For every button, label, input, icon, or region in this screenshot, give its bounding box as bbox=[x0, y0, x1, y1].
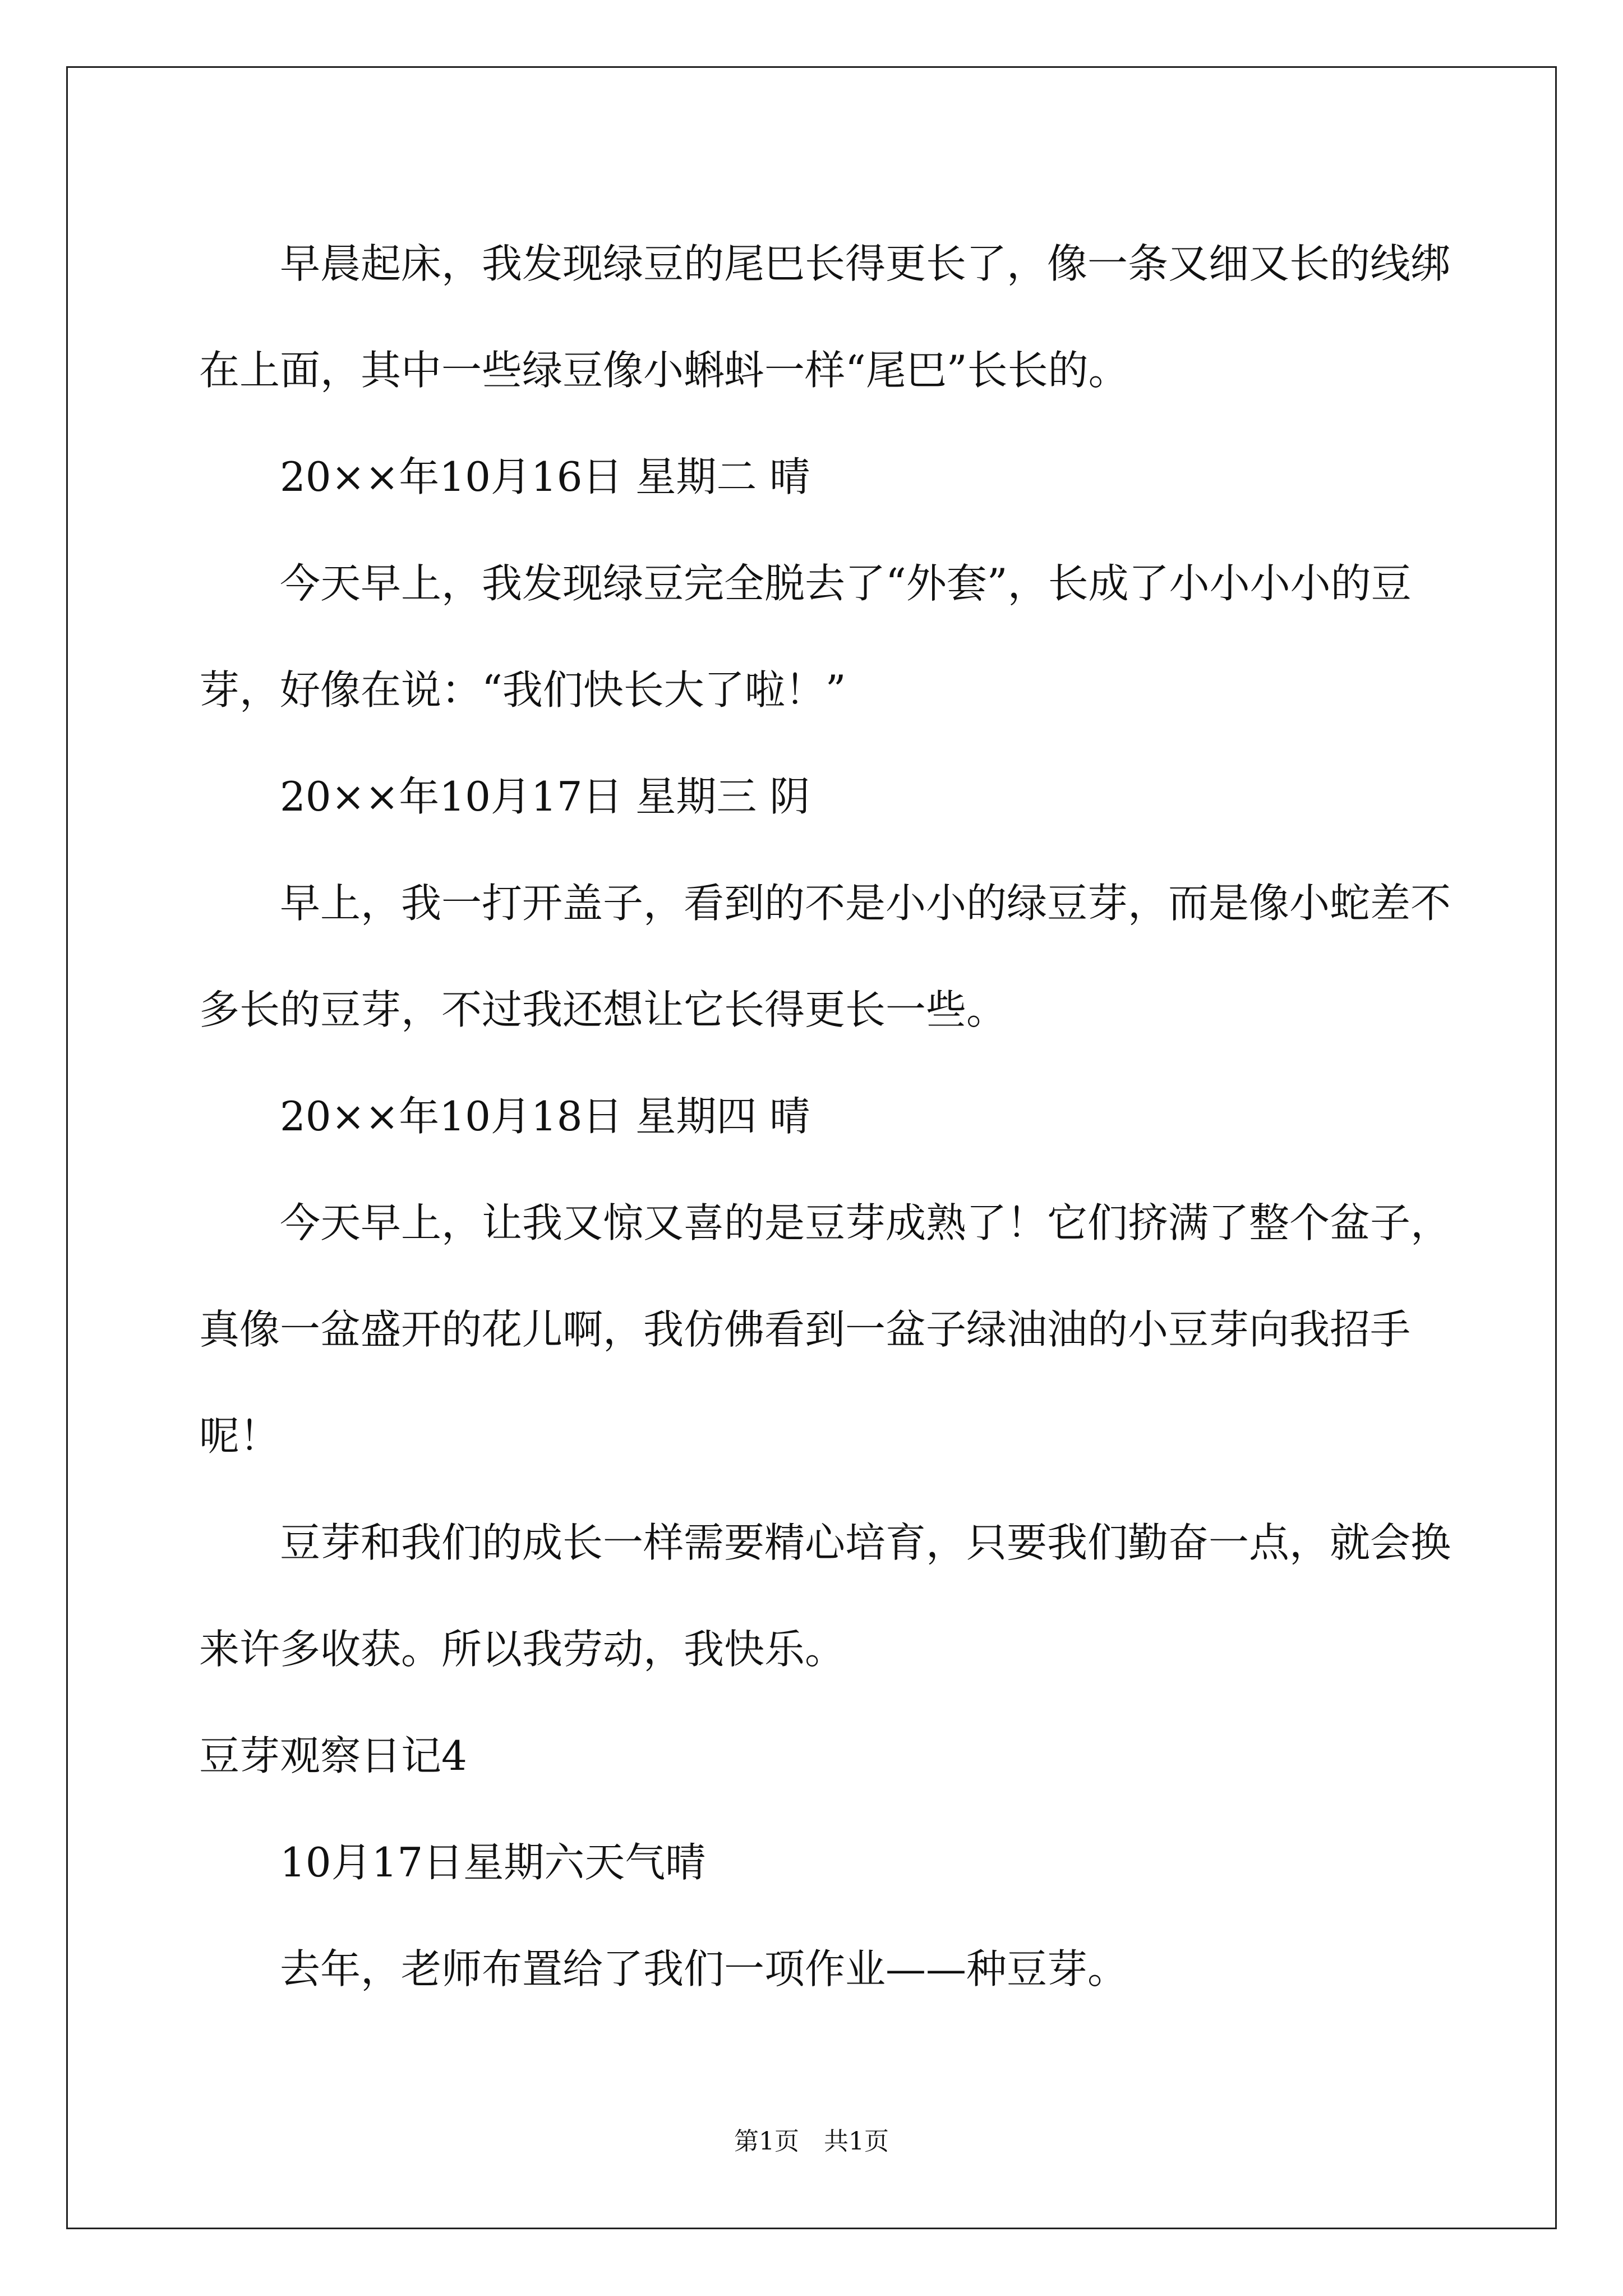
date-line-oct-16: 20××年10月16日 星期二 晴 bbox=[280, 453, 810, 500]
paragraph-2: 今天早上，我发现绿豆完全脱去了“外套”，长成了小小小小的豆芽，好像在说：“我们快长大了啦！” bbox=[199, 560, 1412, 714]
page-total: 共1页 bbox=[824, 2127, 889, 2156]
section-title: 豆芽观察日记4 bbox=[199, 1732, 467, 1779]
date-line-oct-17: 20××年10月17日 星期三 阴 bbox=[280, 773, 810, 820]
page-footer bbox=[0, 2125, 1623, 2159]
paragraph-3: 早上，我一打开盖子，看到的不是小小的绿豆芽，而是像小蛇差不多长的豆芽，不过我还想让它长得更长一些。 bbox=[199, 880, 1451, 1033]
paragraph-4: 今天早上，让我又惊又喜的是豆芽成熟了！它们挤满了整个盆子，真像一盆盛开的花儿啊，我仿佛看到一盆子绿油油的小豆芽向我招手呢！ bbox=[199, 1199, 1451, 1460]
date-line-section-4: 10月17日星期六天气晴 bbox=[280, 1839, 706, 1886]
paragraph-1: 早晨起床，我发现绿豆的尾巴长得更长了，像一条又细又长的线绑在上面，其中一些绿豆像小蝌蚪一样“尾巴”长长的。 bbox=[199, 240, 1451, 394]
paragraph-6: 去年，老师布置给了我们一项作业——种豆芽。 bbox=[280, 1945, 1128, 1993]
paragraph-5: 豆芽和我们的成长一样需要精心培育，只要我们勤奋一点，就会换来许多收获。所以我劳动，我快乐。 bbox=[199, 1519, 1451, 1673]
page-number: 第1页 bbox=[734, 2127, 799, 2156]
date-line-oct-18: 20××年10月18日 星期四 晴 bbox=[280, 1093, 810, 1140]
document-body bbox=[199, 210, 1468, 2022]
